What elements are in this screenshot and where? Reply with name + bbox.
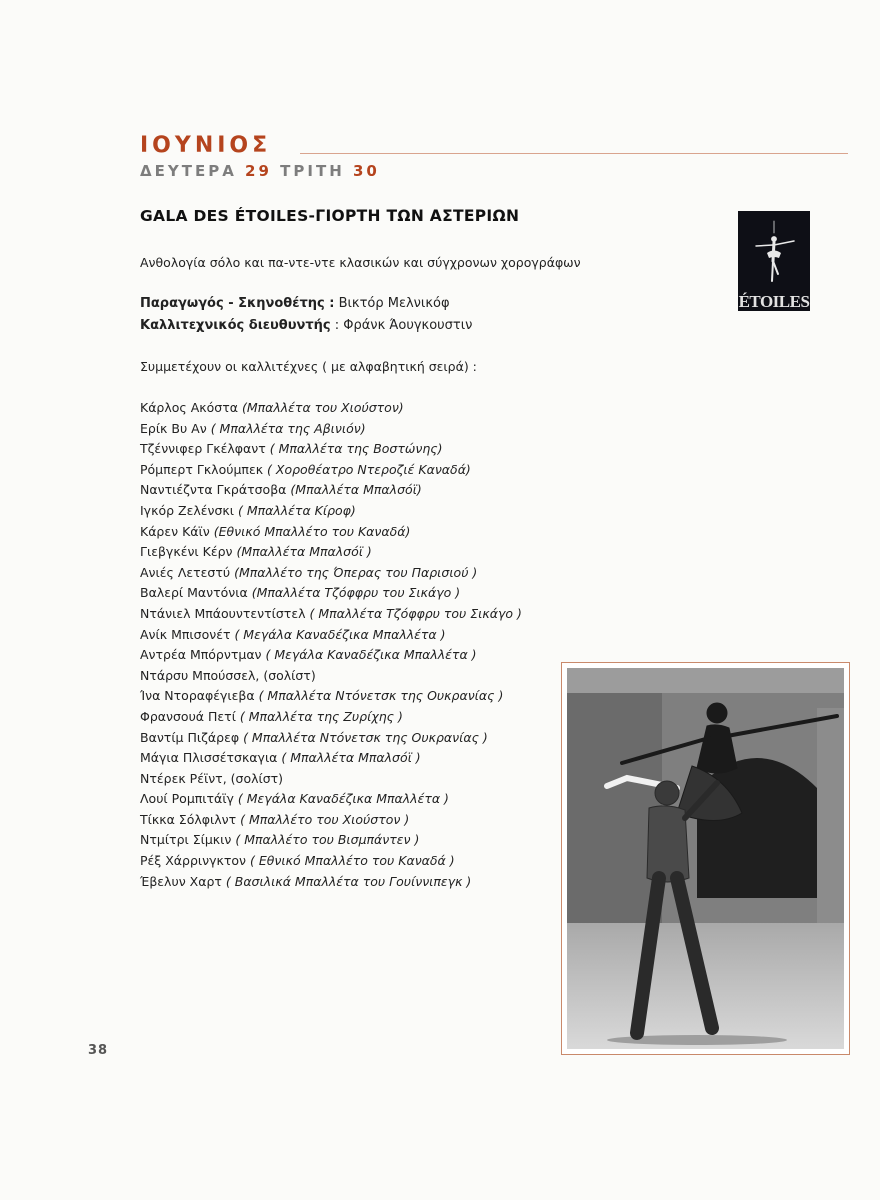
- list-item: [140, 707, 522, 728]
- artist-name: Βαντίμ Πιζάρεφ: [140, 729, 244, 745]
- artist-company: (Εθνικό Μπαλλέτο του Καναδά): [213, 523, 411, 539]
- artist-name: Έβελυν Χαρτ: [140, 873, 226, 889]
- producer-name: Βικτόρ Μελνικόφ: [334, 296, 450, 311]
- artist-company: (Μπαλλέτα Μπαλσόϊ ): [236, 544, 372, 560]
- artist-name: Ντάνιελ Μπάουντεντίστελ: [140, 605, 310, 621]
- list-item: [140, 501, 522, 522]
- list-item: [140, 419, 522, 440]
- dancers-photo-image: [567, 668, 844, 1049]
- artist-company: ( Μπαλλέτα της Αβινιόν): [210, 420, 366, 436]
- artist-name: Κάρλος Ακόστα: [140, 400, 242, 415]
- list-item: [140, 604, 522, 625]
- list-item: [140, 851, 522, 872]
- list-item: [140, 480, 522, 501]
- artist-company: ( Μπαλλέτα Ντόνετσκ της Ουκρανίας ): [258, 688, 504, 704]
- event-subtitle: Ανθολογία σόλο και πα-ντε-ντε κλασικών και σύγχρονων χορογράφων: [140, 255, 581, 270]
- artist-name: Ντάρσυ Μπούσσελ, (σολίστ): [140, 667, 316, 683]
- dancer-silhouette-icon: [738, 211, 810, 311]
- artist-name: Φρανσουά Πετί: [140, 708, 240, 724]
- date-number-1: 29: [245, 162, 272, 180]
- artist-name: Αντρέα Μπόρντμαν: [140, 647, 266, 663]
- artist-company: ( Μπαλλέτο του Χιούστον ): [240, 811, 410, 827]
- list-item: [140, 789, 522, 810]
- month-heading: ΙΟΥΝΙΟΣ: [140, 133, 272, 158]
- date-line: [140, 162, 380, 180]
- artist-name: Μάγια Πλισσέτσκαγια: [140, 750, 282, 766]
- artist-company: (Μπαλλέτο της Όπερας του Παρισιού ): [234, 564, 478, 580]
- ballet-photo-frame: [561, 662, 850, 1055]
- artist-company: ( Μπαλλέτα Τζόφφρυ του Σικάγο ): [309, 605, 522, 621]
- artist-company: (Μπαλλέτα του Χιούστον): [241, 400, 404, 415]
- participants-label: Συμμετέχουν οι καλλιτέχνες ( με αλφαβητική σειρά) :: [140, 359, 477, 374]
- artist-company: (Μπαλλέτα Τζόφφρυ του Σικάγο ): [251, 585, 461, 601]
- artist-company: (Μπαλλέτα Μπαλσόϊ): [290, 482, 422, 498]
- list-item: [140, 748, 522, 769]
- artist-name: Ρόμπερτ Γκλούμπεκ: [140, 461, 268, 477]
- artist-company: ( Μπαλλέτα Κίροφ): [237, 502, 356, 518]
- artist-name: Κάρεν Κάϊν: [140, 523, 214, 539]
- list-item: [140, 810, 522, 831]
- artist-company: ( Μπαλλέτα της Βοστώνης): [269, 441, 443, 457]
- list-item: [140, 542, 522, 563]
- artist-name: Ανίκ Μπισονέτ: [140, 626, 235, 642]
- artist-name: Τζέννιφερ Γκέλφαντ: [140, 441, 270, 457]
- artist-name: Ίνα Ντοραφέγιεβα: [140, 688, 259, 704]
- artist-name: Ιγκόρ Ζελένσκι: [140, 502, 238, 518]
- page-number: 38: [88, 1043, 109, 1058]
- list-item: [140, 666, 522, 687]
- list-item: [140, 398, 522, 419]
- list-item: [140, 439, 522, 460]
- artist-company: ( Μεγάλα Καναδέζικα Μπαλλέτα ): [265, 647, 477, 663]
- producer-credit: [140, 296, 450, 311]
- event-title: GALA DES ÉTOILES-ΓΙΟΡΤΗ ΤΩΝ ΑΣΤΕΡΙΩΝ: [140, 207, 520, 225]
- list-item: [140, 872, 522, 893]
- list-item: [140, 522, 522, 543]
- artist-name: Ναντιέζντα Γκράτσοβα: [140, 482, 291, 498]
- artist-list: [140, 398, 522, 892]
- artist-name: Τίκκα Σόλφιλντ: [140, 811, 241, 827]
- list-item: [140, 563, 522, 584]
- artist-name: Ντέρεκ Ρέϊντ, (σολίστ): [140, 770, 284, 786]
- artist-company: ( Εθνικό Μπαλλέτο του Καναδά ): [250, 853, 455, 869]
- list-item: [140, 728, 522, 749]
- list-item: [140, 769, 522, 790]
- artist-company: ( Μεγάλα Καναδέζικα Μπαλλέτα ): [234, 626, 446, 642]
- day-tuesday: ΤΡΙΤΗ: [280, 162, 345, 180]
- list-item: [140, 830, 522, 851]
- director-label: Καλλιτεχνικός διευθυντής: [140, 318, 331, 333]
- artist-name: Ερίκ Βυ Αν: [140, 420, 211, 436]
- producer-label: Παραγωγός - Σκηνοθέτης :: [140, 296, 335, 311]
- artist-company: ( Χοροθέατρο Ντεροζιέ Καναδά): [267, 461, 471, 477]
- ballet-photo: [567, 668, 844, 1049]
- list-item: [140, 583, 522, 604]
- etoiles-logo: [738, 211, 810, 311]
- artist-name: Ρέξ Χάρρινγκτον: [140, 853, 251, 869]
- artist-name: Λουί Ρομπιτάϊγ: [140, 791, 238, 807]
- header-rule: [300, 153, 848, 154]
- artist-company: ( Μεγάλα Καναδέζικα Μπαλλέτα ): [237, 791, 449, 807]
- logo-wordmark: ÉTOILES: [738, 292, 810, 311]
- artist-company: ( Μπαλλέτα της Ζυρίχης ): [239, 708, 403, 724]
- artist-company: ( Μπαλλέτα Μπαλσόϊ ): [281, 750, 421, 766]
- list-item: [140, 625, 522, 646]
- artist-company: ( Μπαλλέτο του Βισμπάντεν ): [235, 832, 420, 848]
- artist-company: ( Βασιλικά Μπαλλέτα του Γουίννιπεγκ ): [225, 873, 472, 889]
- artist-company: ( Μπαλλέτα Ντόνετσκ της Ουκρανίας ): [243, 729, 488, 745]
- day-monday: ΔΕΥΤΕΡΑ: [140, 162, 237, 180]
- artist-name: Ανιές Λετεστύ: [140, 564, 235, 580]
- artist-name: Βαλερί Μαντόνια: [140, 585, 252, 601]
- list-item: [140, 645, 522, 666]
- artist-name: Ντμίτρι Σίμκιν: [140, 832, 236, 848]
- list-item: [140, 460, 522, 481]
- list-item: [140, 686, 522, 707]
- date-number-2: 30: [352, 162, 380, 180]
- director-name: : Φράνκ Άουγκουστιν: [330, 318, 473, 333]
- artist-name: Γιεβγκένι Κέρν: [140, 544, 237, 560]
- director-credit: [140, 318, 472, 333]
